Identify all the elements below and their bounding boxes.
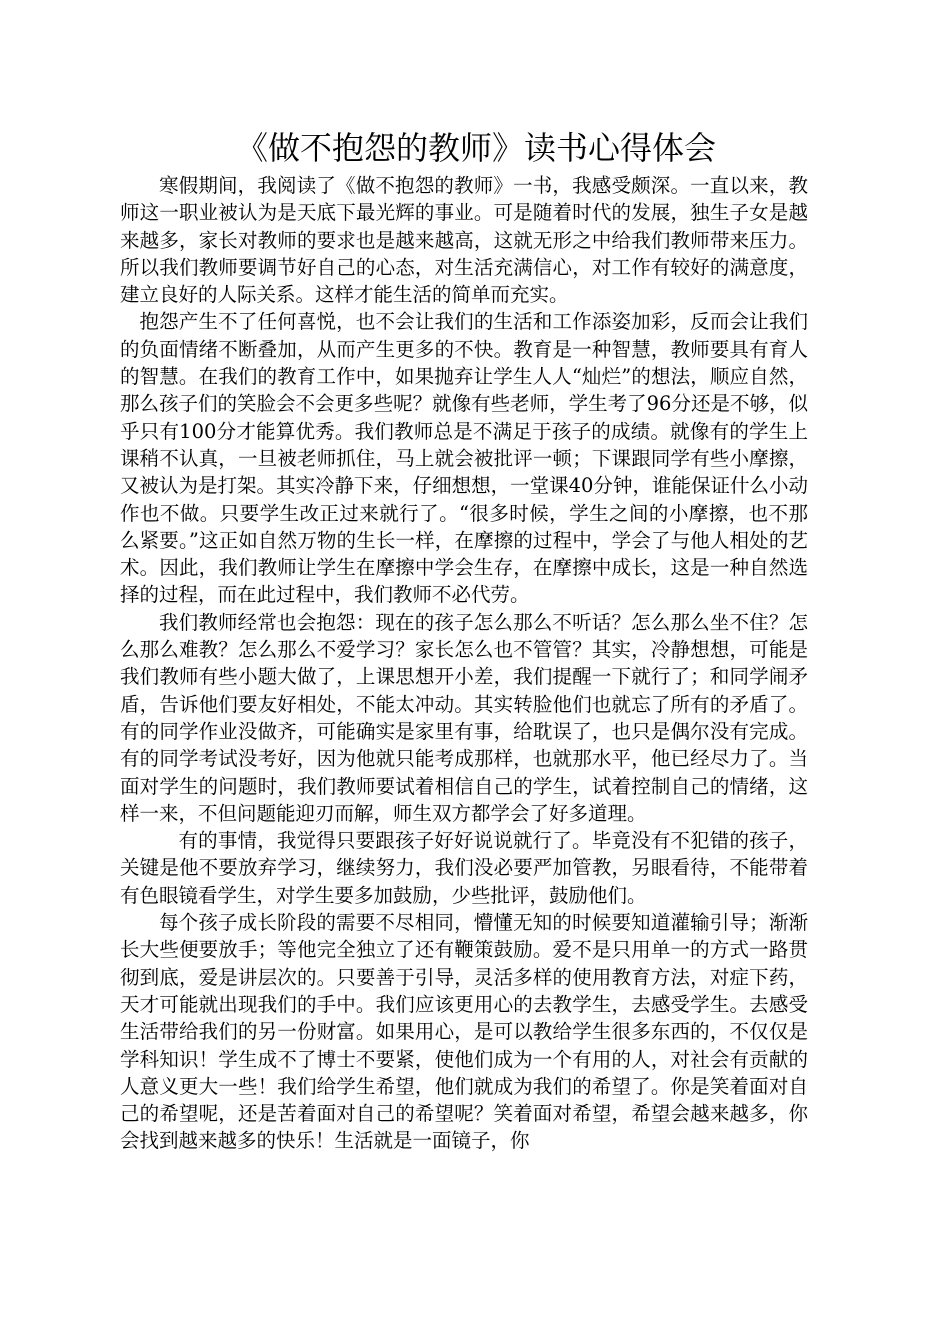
paragraph-2: 抱怨产生不了任何喜悦，也不会让我们的生活和工作添姿加彩，反而会让我们的负面情绪不断叠加，从而产生更多的不快。教育是一种智慧，教师要具有育人的智慧。在我们的教育工作中，如果抛弃让学生人人“灿烂”的想法，顺应自然，那么孩子们的笑脸会不会更多些呢？就像有些老师，学生考了96分还是不够，似乎只有100分才能算优秀。我们教师总是不满足于孩子的成绩。就像有的学生上课稍不认真，一旦被老师抓住，马上就会被批评一顿；下课跟同学有些小摩擦，又被认为是打架。其实冷静下来，仔细想想，一堂课40分钟，谁能保证什么小动作也不做。只要学生改正过来就行了。“很多时候，学生之间的小摩擦，也不那么紧要。”这正如自然万物的生长一样，在摩擦的过程中，学会了与他人相处的艺术。因此，我们教师让学生在摩擦中学会生存，在摩擦中成长，这是一种自然选择的过程，而在此过程中，我们教师不必代劳。 <box>120 310 808 607</box>
document-title: 《做不抱怨的教师》读书心得体会 <box>235 129 716 167</box>
paragraph-1: 寒假期间，我阅读了《做不抱怨的教师》一书，我感受颇深。一直以来，教师这一职业被认为是天底下最光辉的事业。可是随着时代的发展，独生子女是越来越多，家长对教师的要求也是越来越高，这就无形之中给我们教师带来压力。所以我们教师要调节好自己的心态，对生活充满信心，对工作有较好的满意度，建立良好的人际关系。这样才能生活的简单而充实。 <box>120 174 808 307</box>
paragraph-4: 有的事情，我觉得只要跟孩子好好说说就行了。毕竟没有不犯错的孩子，关键是他不要放弃学习，继续努力，我们没必要严加管教，另眼看待，不能带着有色眼镜看学生，对学生要多加鼓励，少些批评，鼓励他们。 <box>120 829 808 907</box>
paragraph-3: 我们教师经常也会抱怨：现在的孩子怎么那么不听话？怎么那么坐不住？怎么那么难教？怎么那么不爱学习？家长怎么也不管管？其实，冷静想想，可能是我们教师有些小题大做了，上课思想开小差，我们提醒一下就行了；和同学闹矛盾，告诉他们要友好相处，不能太冲动。其实转脸他们也就忘了所有的矛盾了。有的同学作业没做齐，可能确实是家里有事，给耽误了，也只是偶尔没有完成。有的同学考试没考好，因为他就只能考成那样，也就那水平，他已经尽力了。当面对学生的问题时，我们教师要试着相信自己的学生，试着控制自己的情绪，这样一来，不但问题能迎刃而解，师生双方都学会了好多道理。 <box>120 610 808 825</box>
paragraph-5: 每个孩子成长阶段的需要不尽相同，懵懂无知的时候要知道灌输引导；渐渐长大些便要放手；等他完全独立了还有鞭策鼓励。爱不是只用单一的方式一路贯彻到底，爱是讲层次的。只要善于引导，灵活多样的使用教育方法，对症下药，天才可能就出现我们的手中。我们应该更用心的去教学生，去感受学生。去感受生活带给我们的另一份财富。如果用心，是可以教给学生很多东西的，不仅仅是学科知识！学生成不了博士不要紧，使他们成为一个有用的人，对社会有贡献的人意义更大一些！我们给学生希望，他们就成为我们的希望了。你是笑着面对自己的希望呢，还是苦着面对自己的希望呢？笑着面对希望，希望会越来越多，你会找到越来越多的快乐！生活就是一面镜子，你 <box>120 911 808 1153</box>
document-body <box>120 172 808 1155</box>
